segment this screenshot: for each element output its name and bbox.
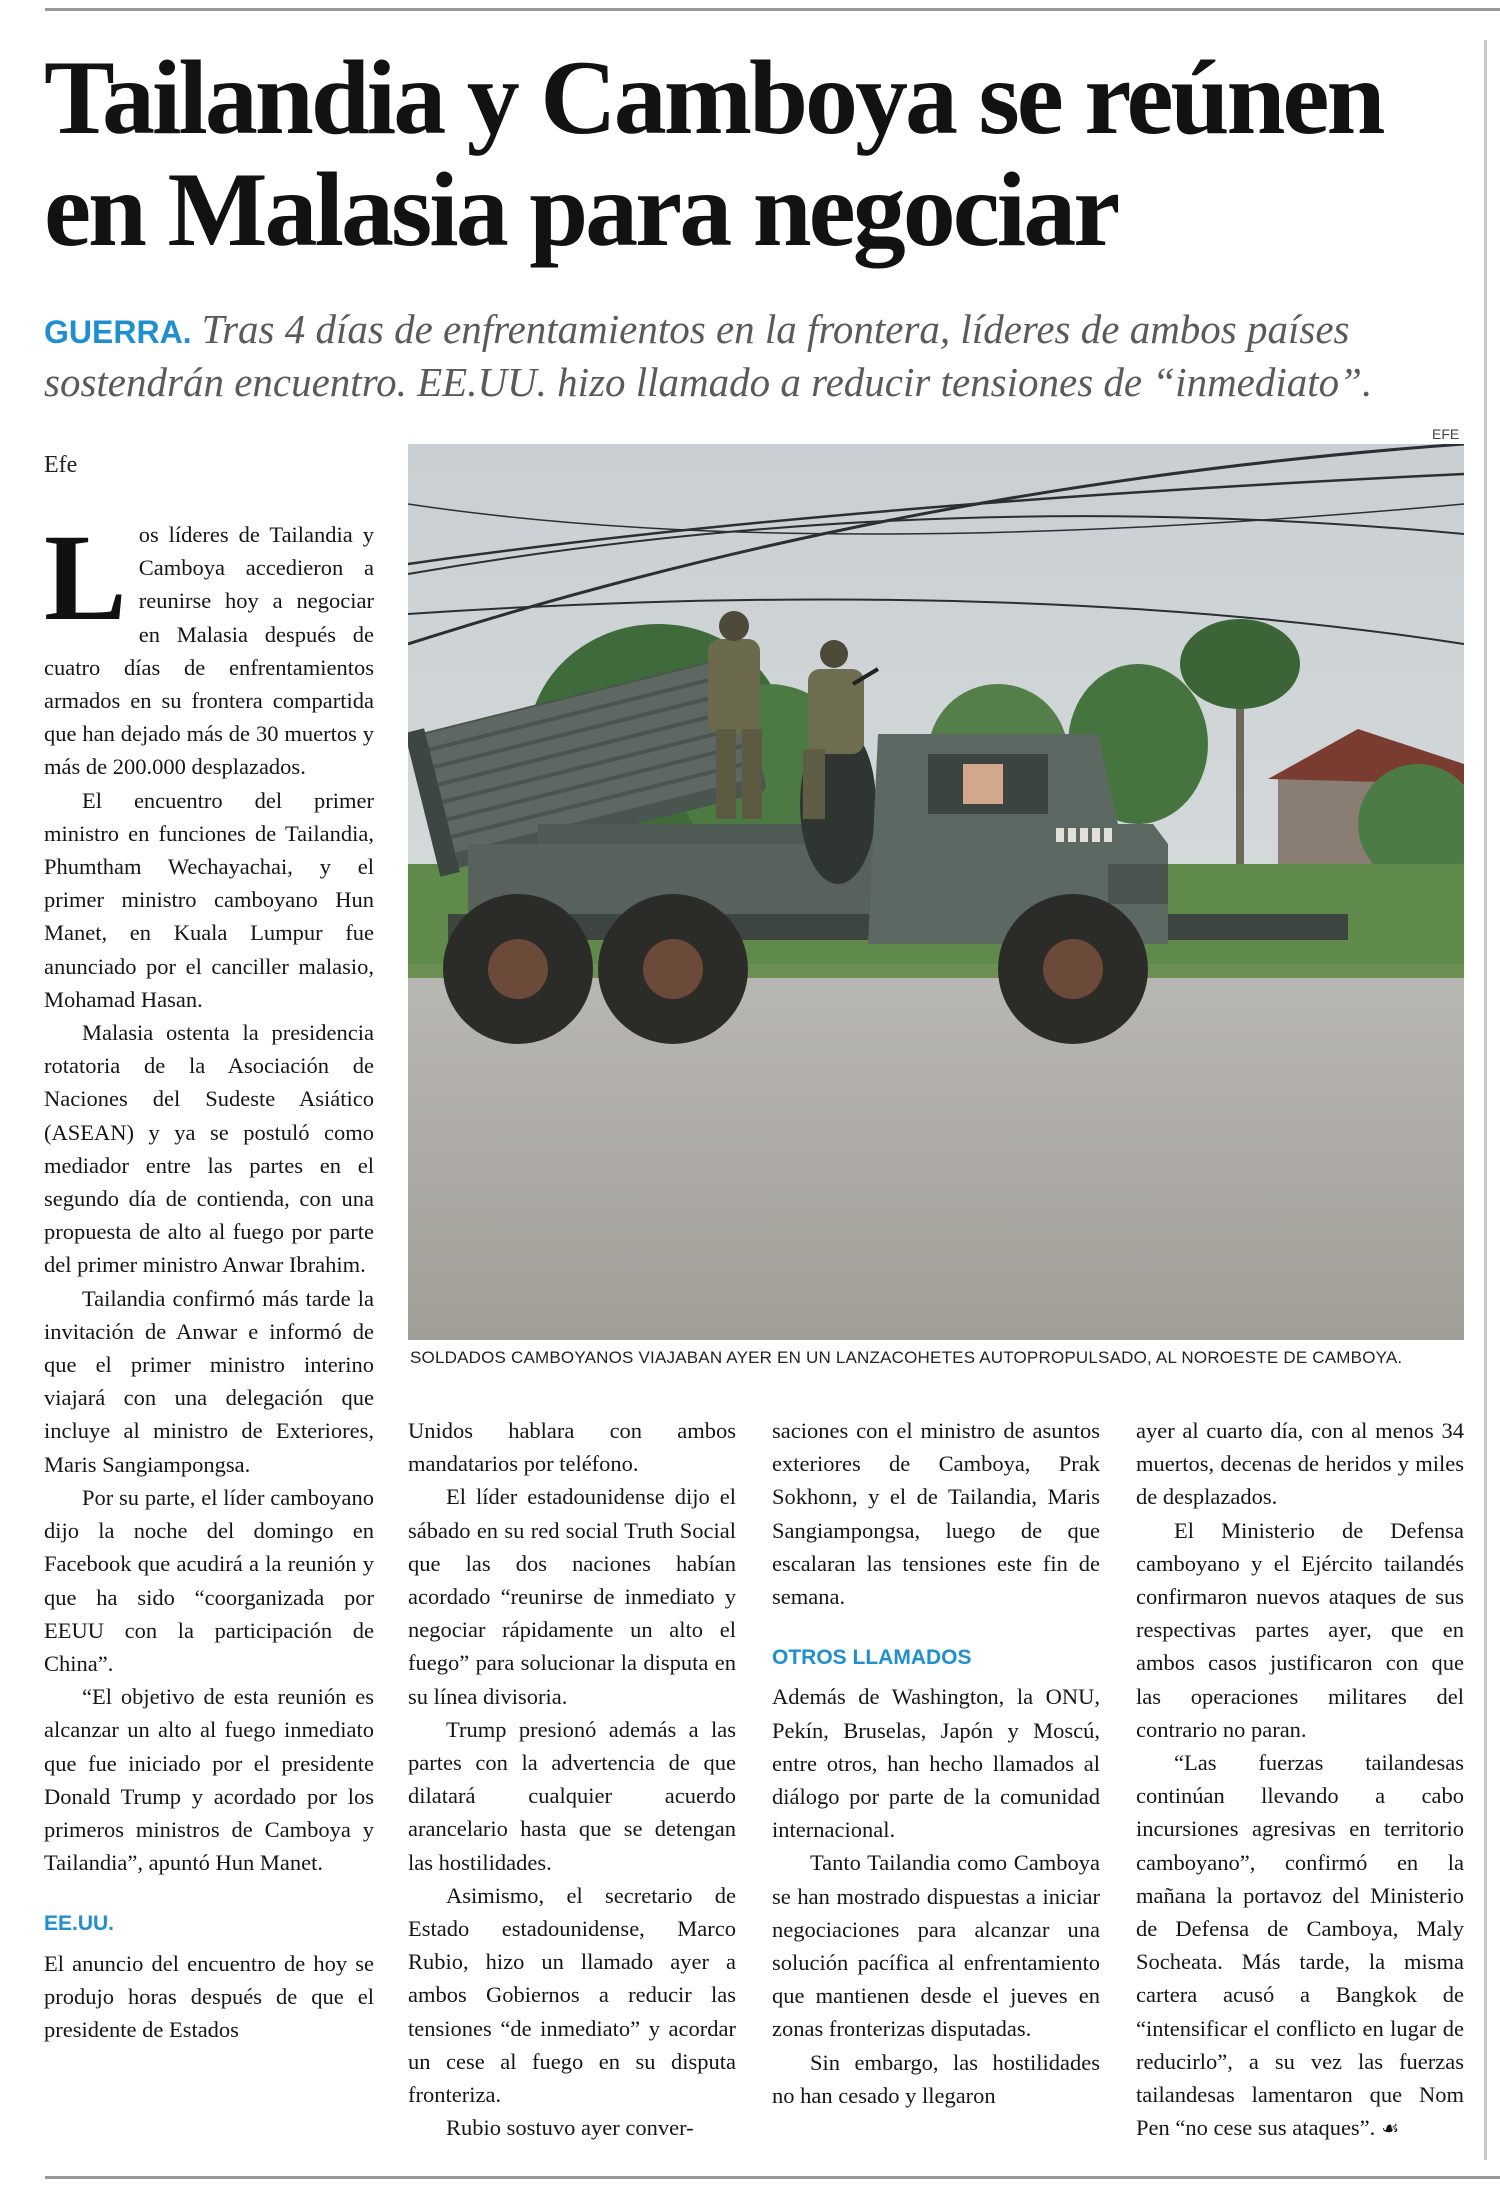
paragraph: saciones con el ministro de asuntos exteriores de Camboya, Prak Sokhonn, y el de Tailandia, Maris Sangiampongsa, luego de que escalaran las tensiones este fin de semana.: [772, 1418, 1100, 1610]
paragraph: El anuncio del encuentro de hoy se produjo horas después de que el presidente de Estados: [44, 1950, 374, 2042]
drop-cap: L: [44, 509, 127, 646]
column-3: [772, 1414, 1100, 2112]
paragraph: [1136, 1746, 1464, 2146]
kicker-label: GUERRA.: [44, 314, 192, 350]
end-mark-icon: ☙: [1381, 2118, 1400, 2141]
paragraph: Rubio sostuvo ayer conver-: [446, 2115, 694, 2141]
paragraph: Tailandia confirmó más tarde la invitación de Anwar e informó de que el primer ministro interino viajará con una delegación que incluye al ministro de Exteriores, Maris Sangiampongsa.: [44, 1285, 374, 1477]
article-photo: [408, 444, 1464, 1340]
paragraph: Unidos hablara con ambos mandatarios por teléfono.: [408, 1418, 736, 1477]
lead-text: os líderes de Tailandia y Camboya accedieron a reunirse hoy a negociar en Malasia después de cuatro días de enfrentamientos armados en su frontera compartida que han dejado más de 30 muertos y más de 200.000 desplazados.: [44, 522, 374, 780]
lead-paragraph: [44, 509, 374, 784]
paragraph: ayer al cuarto día, con al menos 34 muertos, decenas de heridos y miles de desplazados.: [1136, 1418, 1464, 1510]
column-2: [408, 1414, 736, 2144]
top-rule: [45, 8, 1500, 11]
section-heading: EE.UU.: [44, 1912, 115, 1936]
paragraph-text: “Las fuerzas tailandesas continúan llevando a cabo incursiones agresivas en territorio camboyano”, confirmó en la mañana la portavoz del Ministerio de Defensa de Camboya, Maly Socheata. Más tarde, la misma cartera acusó a Bangkok de “intensificar el conflicto en lugar de reducirlo”, a su vez las fuerzas tailandesas lamentaron que Nom Pen “no cese sus ataques”.: [1136, 1750, 1464, 2141]
paragraph: “El objetivo de esta reunión es alcanzar un alto al fuego inmediato que fue iniciado por el presidente Donald Trump y acordado por los primeros ministros de Camboya y Tailandia”, apuntó Hun Manet.: [44, 1684, 374, 1876]
byline: Efe: [44, 452, 78, 478]
paragraph: Sin embargo, las hostilidades no han cesado y llegaron: [772, 2049, 1100, 2108]
section-heading: OTROS LLAMADOS: [772, 1646, 972, 1670]
bottom-rule: [45, 2176, 1500, 2179]
photo-caption: SOLDADOS CAMBOYANOS VIAJABAN AYER EN UN LANZACOHETES AUTOPROPULSADO, AL NOROESTE DE CAMBOYA.: [410, 1348, 1403, 1367]
column-4: [1136, 1414, 1464, 2146]
adjacent-page-edge: [1484, 40, 1487, 2160]
paragraph: Trump presionó además a las partes con la advertencia de que dilatará cualquier acuerdo arancelario hasta que se detengan las hostilidades.: [408, 1716, 736, 1875]
photo-credit: EFE: [1432, 426, 1460, 442]
paragraph: Tanto Tailandia como Camboya se han mostrado dispuestas a iniciar negociaciones para alcanzar una solución pacífica al enfrentamiento que mantienen desde el jueves en zonas fronterizas disputadas.: [772, 1850, 1100, 2042]
paragraph: Por su parte, el líder camboyano dijo la noche del domingo en Facebook que acudirá a la reunión y que ha sido “coorganizada por EEUU con la participación de China”.: [44, 1484, 374, 1676]
paragraph: El encuentro del primer ministro en funciones de Tailandia, Phumtham Wechayachai, y el primer ministro camboyano Hun Manet, en Kuala Lumpur fue anunciado por el canciller malasio, Mohamad Hasan.: [44, 787, 374, 1012]
paragraph: El Ministerio de Defensa camboyano y el Ejército tailandés confirmaron nuevos ataques de sus respectivas partes ayer, que en ambos casos justificaron con que las operaciones militares del contrario no paran.: [1136, 1517, 1464, 1742]
rocket-launcher-truck-illustration: [408, 444, 1464, 1340]
paragraph: El líder estadounidense dijo el sábado en su red social Truth Social que las dos naciones habían acordado “reunirse de inmediato y negociar rápidamente un alto el fuego” para solucionar la disputa en su línea divisoria.: [408, 1484, 736, 1709]
headline: Tailandia y Camboya se reúnen en Malasia para negociar: [44, 39, 1383, 268]
paragraph: Malasia ostenta la presidencia rotatoria de la Asociación de Naciones del Sudeste Asiático (ASEAN) y ya se postuló como mediador entre las partes en el segundo día de contienda, con una propuesta de alto al fuego por parte del primer ministro Anwar Ibrahim.: [44, 1020, 374, 1278]
paragraph: Asimismo, el secretario de Estado estadounidense, Marco Rubio, hizo un llamado ayer a ambos Gobiernos a reducir las tensiones “de inmediato” y acordar un cese al fuego en su disputa fronteriza.: [408, 1882, 736, 2108]
subheadline: [44, 304, 1464, 407]
subheadline-text: Tras 4 días de enfrentamientos en la frontera, líderes de ambos países sostendrán encuentro. EE.UU. hizo llamado a reducir tensiones de “inmediato”.: [44, 306, 1373, 405]
column-1: [44, 509, 374, 2046]
paragraph: Además de Washington, la ONU, Pekín, Bruselas, Japón y Moscú, entre otros, han hecho llamados al diálogo por parte de la comunidad internacional.: [772, 1684, 1100, 1843]
